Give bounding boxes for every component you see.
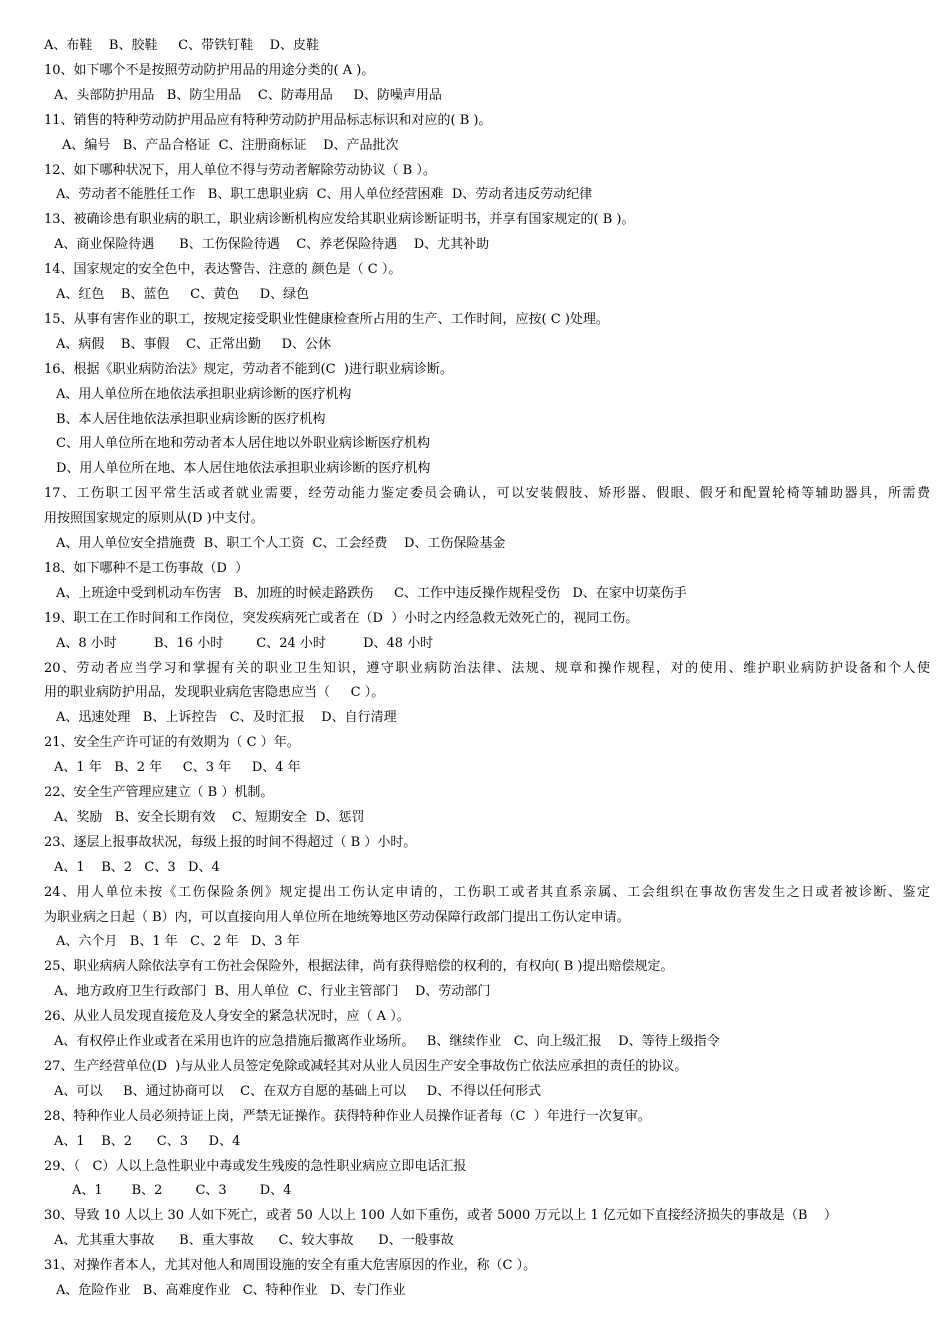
- question-text: 12、如下哪种状况下，用人单位不得与劳动者解除劳动协议（ B ）。: [44, 162, 436, 178]
- options-line: A、头部防护用品 B、防尘用品 C、防毒用品 D、防噪声用品: [54, 87, 442, 103]
- question-text: 11、销售的特种劳动防护用品应有特种劳动防护用品标志标识和对应的( B )。: [44, 112, 492, 128]
- question-text: 29、（ C）人以上急性职业中毒或发生残废的急性职业病应立即电话汇报: [44, 1158, 467, 1174]
- options-line: A、红色 B、蓝色 C、黄色 D、绿色: [56, 287, 310, 302]
- question-text: 16、根据《职业病防治法》规定，劳动者不能到(C )进行职业病诊断。: [44, 361, 453, 377]
- question-text: 23、逐层上报事故状况，每级上报的时间不得超过（ B ）小时。: [44, 834, 417, 850]
- options-line: C、用人单位所在地和劳动者本人居住地以外职业病诊断医疗机构: [56, 436, 430, 452]
- options-line: 为职业病之日起（ B）内，可以直接向用人单位所在地统筹地区劳动保障行政部门提出工伤认定申请。: [44, 909, 630, 925]
- question-text: 24、用人单位未按《工伤保险条例》规定提出工伤认定申请的，工伤职工或者其直系亲属、工会组织在事故伤害发生之日或者被诊断、鉴定: [44, 884, 930, 900]
- options-line: D、用人单位所在地、本人居住地依法承担职业病诊断的医疗机构: [56, 461, 431, 477]
- options-line: A、尤其重大事故 B、重大事故 C、较大事故 D、一般事故: [54, 1233, 454, 1249]
- question-text: 26、从业人员发现直接危及人身安全的紧急状况时，应（ A ）。: [44, 1009, 410, 1025]
- options-line: A、用人单位所在地依法承担职业病诊断的医疗机构: [56, 386, 352, 402]
- options-line: A、布鞋 B、胶鞋 C、带铁钉鞋 D、皮鞋: [44, 38, 320, 53]
- options-line: A、8 小时 B、16 小时 C、24 小时 D、48 小时: [56, 635, 434, 651]
- question-text: 18、如下哪种不是工伤事故（D ）: [44, 560, 249, 576]
- options-line: A、1 B、2 C、3 D、4: [54, 1133, 241, 1149]
- options-line: A、1 年 B、2 年 C、3 年 D、4 年: [54, 760, 301, 776]
- options-line: A、用人单位安全措施费 B、职工个人工资 C、工会经费 D、工伤保险基金: [56, 536, 506, 551]
- question-text: 22、安全生产管理应建立（ B ）机制。: [44, 785, 274, 800]
- options-line: A、1 B、2 C、3 D、4: [72, 1183, 292, 1199]
- question-text: 14、国家规定的安全色中，表达警告、注意的 颜色是（ C ）。: [44, 262, 402, 278]
- options-line: A、病假 B、事假 C、正常出勤 D、公休: [56, 336, 332, 352]
- options-line: A、有权停止作业或者在采用也许的应急措施后撤离作业场所。 B、继续作业 C、向上级汇报 D、等待上级指令: [54, 1034, 720, 1049]
- options-line: A、商业保险待遇 B、工伤保险待遇 C、养老保险待遇 D、尤其补助: [54, 237, 490, 253]
- options-line: 用的职业病防护用品，发现职业病危害隐患应当（ C ）。: [44, 685, 385, 701]
- question-text: 30、导致 10 人以上 30 人如下死亡，或者 50 人以上 100 人如下重伤，或者 5000 万元以上 1 亿元如下直接经济损失的事故是（B ）: [44, 1208, 838, 1224]
- question-text: 15、从事有害作业的职工，按规定接受职业性健康检查所占用的生产、工作时间，应按( C )处理。: [44, 311, 609, 327]
- options-line: B、本人居住地依法承担职业病诊断的医疗机构: [56, 411, 326, 427]
- options-line: A、地方政府卫生行政部门 B、用人单位 C、行业主管部门 D、劳动部门: [54, 984, 491, 1000]
- options-line: A、危险作业 B、高难度作业 C、特种作业 D、专门作业: [56, 1283, 406, 1298]
- question-text: 19、职工在工作时间和工作岗位，突发疾病死亡或者在（D ）小时之内经急救无效死亡的，视同工伤。: [44, 610, 639, 626]
- question-text: 20、劳动者应当学习和掌握有关的职业卫生知识，遵守职业病防治法律、法规、规章和操作规程，对的使用、维护职业病防护设备和个人使: [44, 660, 930, 676]
- options-line: A、迅速处理 B、上诉控告 C、及时汇报 D、自行清理: [56, 710, 397, 726]
- question-text: 25、职业病病人除依法享有工伤社会保险外，根据法律，尚有获得赔偿的权利的，有权向( B )提出赔偿规定。: [44, 959, 674, 975]
- options-line: A、可以 B、通过协商可以 C、在双方自愿的基础上可以 D、不得以任何形式: [54, 1083, 542, 1099]
- question-text: 28、特种作业人员必须持证上岗，严禁无证操作。获得特种作业人员操作证者每（C ）年进行一次复审。: [44, 1108, 651, 1124]
- question-text: 17、工伤职工因平常生活或者就业需要，经劳动能力鉴定委员会确认，可以安装假肢、矫形器、假眼、假牙和配置轮椅等辅助器具，所需费: [44, 486, 930, 502]
- options-line: 用按照国家规定的原则从(D )中支付。: [44, 511, 264, 527]
- question-text: 21、安全生产许可证的有效期为（ C ）年。: [44, 735, 300, 751]
- options-line: A、奖励 B、安全长期有效 C、短期安全 D、惩罚: [54, 809, 365, 825]
- options-line: A、上班途中受到机动车伤害 B、加班的时候走路跌伤 C、工作中违反操作规程受伤 D、在家中切菜伤手: [56, 585, 687, 601]
- options-line: A、六个月 B、1 年 C、2 年 D、3 年: [56, 934, 300, 950]
- question-text: 13、被确诊患有职业病的职工，职业病诊断机构应发给其职业病诊断证明书，并享有国家规定的( B )。: [44, 212, 635, 228]
- options-line: A、1 B、2 C、3 D、4: [54, 859, 220, 875]
- question-text: 31、对操作者本人，尤其对他人和周围设施的安全有重大危害原因的作业，称（C ）。: [44, 1258, 537, 1274]
- question-text: 10、如下哪个不是按照劳动防护用品的用途分类的( A )。: [44, 62, 375, 78]
- options-line: A、劳动者不能胜任工作 B、职工患职业病 C、用人单位经营困难 D、劳动者违反劳动纪律: [56, 187, 593, 203]
- options-line: A、编号 B、产品合格证 C、注册商标证 D、产品批次: [62, 137, 399, 153]
- question-text: 27、生产经营单位(D )与从业人员签定免除或减轻其对从业人员因生产安全事故伤亡依法应承担的责任的协议。: [44, 1058, 688, 1074]
